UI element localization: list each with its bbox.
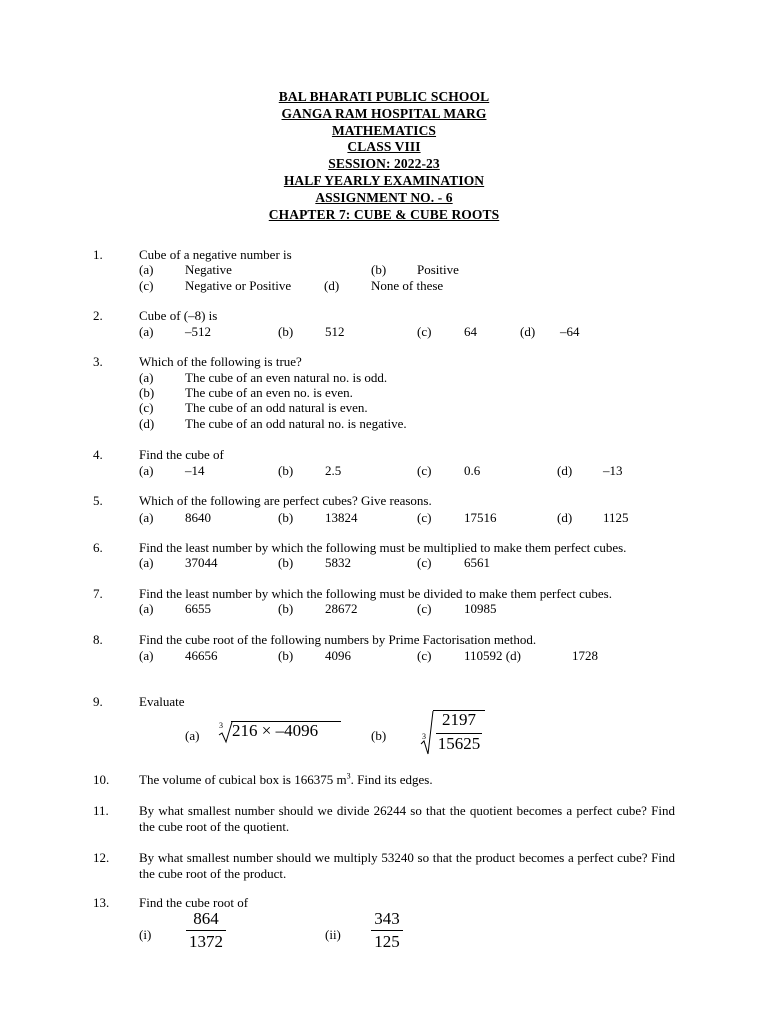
option-label: (a) — [139, 510, 154, 525]
question-text: By what smallest number should we divide 26244 so that the quotient becomes a perfect cube? Find the cube root of the quotient. — [139, 803, 675, 834]
option-label: (a) — [139, 648, 154, 663]
session-title: SESSION: 2022-23 — [328, 156, 440, 172]
option-text: –14 — [185, 463, 205, 478]
question-text: Evaluate — [139, 694, 185, 709]
option-label: (c) — [139, 278, 154, 293]
option-label: (b) — [371, 728, 387, 743]
denominator: 15625 — [437, 734, 481, 753]
option-text: –512 — [185, 324, 211, 339]
option-label: (d) — [139, 416, 155, 431]
option-text: 28672 — [325, 601, 358, 616]
option-label: (b) — [278, 463, 294, 478]
option-text: Negative — [185, 262, 232, 277]
numerator: 2197 — [442, 710, 476, 729]
option-text: 17516 — [464, 510, 497, 525]
question-text: Which of the following is true? — [139, 354, 302, 369]
fraction-i — [186, 909, 226, 952]
question-text: Find the cube root of the following numbers by Prime Factorisation method. — [139, 632, 537, 647]
option-label: (d) — [557, 463, 573, 478]
class-title: CLASS VIII — [347, 139, 421, 155]
question-text: Find the least number by which the following must be divided to make them perfect cubes. — [139, 586, 612, 601]
question-text: Find the cube of — [139, 447, 224, 462]
question-number: 9. — [93, 694, 103, 709]
option-text: 46656 — [185, 648, 218, 663]
option-text: 10985 — [464, 601, 497, 616]
option-text: 1125 — [603, 510, 629, 525]
option-text: Positive — [417, 262, 459, 277]
assignment-title: ASSIGNMENT NO. - 6 — [315, 189, 453, 205]
question-text-tail: . Find its edges. — [350, 772, 433, 787]
school-address: GANGA RAM HOSPITAL MARG — [281, 105, 487, 121]
option-text: 5832 — [325, 555, 351, 570]
option-label: (b) — [371, 262, 387, 277]
chapter-title: CHAPTER 7: CUBE & CUBE ROOTS — [268, 206, 500, 222]
fraction-bar — [186, 930, 226, 931]
option-text: The cube of an odd natural is even. — [185, 400, 368, 415]
option-text: –64 — [560, 324, 580, 339]
exam-header — [0, 89, 768, 223]
option-label: (c) — [417, 510, 432, 525]
option-label: (a) — [139, 555, 154, 570]
option-text: 0.6 — [464, 463, 481, 478]
root-index: 3 — [422, 732, 426, 741]
superscript: 3 — [346, 771, 351, 781]
option-text: 1728 — [572, 648, 598, 663]
question-text: Find the least number by which the following must be multiplied to make them perfect cubes. — [139, 540, 627, 555]
numerator: 343 — [374, 909, 400, 928]
root-index: 3 — [219, 721, 223, 730]
option-text: 2.5 — [325, 463, 342, 478]
option-text: None of these — [371, 278, 444, 293]
option-label: (c) — [417, 324, 432, 339]
option-label: (a) — [139, 601, 154, 616]
option-text: 64 — [464, 324, 477, 339]
option-text: The cube of an odd natural no. is negative. — [185, 416, 407, 431]
fraction-ii — [371, 909, 403, 952]
question-text — [139, 772, 433, 788]
option-label: (b) — [278, 510, 294, 525]
option-label: (c) — [417, 601, 432, 616]
option-label: (a) — [139, 324, 154, 339]
question-number: 1. — [93, 247, 103, 262]
exam-title: HALF YEARLY EXAMINATION — [283, 172, 485, 188]
question-number: 2. — [93, 308, 103, 323]
radical-sign-icon — [420, 710, 434, 756]
option-text: 512 — [325, 324, 345, 339]
question-number: 8. — [93, 632, 103, 647]
option-label: (c) — [417, 463, 432, 478]
option-text: 6655 — [185, 601, 211, 616]
option-label: (c) — [417, 555, 432, 570]
question-number: 5. — [93, 493, 103, 508]
option-text: –13 — [603, 463, 623, 478]
numerator: 864 — [193, 909, 219, 928]
option-label: (a) — [139, 262, 154, 277]
option-text: The cube of an even no. is even. — [185, 385, 353, 400]
question-text: Cube of (–8) is — [139, 308, 218, 323]
question-text: By what smallest number should we multiply 53240 so that the product becomes a perfect cube? Find the cube root of the product. — [139, 850, 675, 881]
denominator: 125 — [374, 932, 400, 951]
question-text: Which of the following are perfect cubes? Give reasons. — [139, 493, 432, 508]
radical-sign-icon — [217, 721, 233, 745]
option-label: (d) — [324, 278, 340, 293]
question-number: 7. — [93, 586, 103, 601]
question-number: 6. — [93, 540, 103, 555]
option-text: The cube of an even natural no. is odd. — [185, 370, 388, 385]
radicand: 216 × –4096 — [232, 721, 319, 740]
option-label: (a) — [185, 728, 200, 743]
school-name: BAL BHARATI PUBLIC SCHOOL — [278, 89, 490, 104]
option-text: 13824 — [325, 510, 358, 525]
option-label: (d) — [520, 324, 536, 339]
option-label: (b) — [278, 324, 294, 339]
question-number: 13. — [93, 895, 110, 910]
question-number: 3. — [93, 354, 103, 369]
question-number: 12. — [93, 850, 110, 865]
option-label: (c) — [139, 400, 154, 415]
option-text: 110592 (d) — [464, 648, 521, 663]
option-label: (d) — [557, 510, 573, 525]
option-text: 8640 — [185, 510, 211, 525]
question-text: Find the cube root of — [139, 895, 249, 910]
option-text: 6561 — [464, 555, 490, 570]
question-number: 10. — [93, 772, 110, 787]
question-number: 4. — [93, 447, 103, 462]
option-label: (i) — [139, 927, 152, 942]
fraction-bar — [371, 930, 403, 931]
option-text: 4096 — [325, 648, 351, 663]
option-label: (b) — [278, 555, 294, 570]
option-text: Negative or Positive — [185, 278, 292, 293]
option-label: (b) — [278, 648, 294, 663]
option-label: (b) — [278, 601, 294, 616]
option-label: (a) — [139, 463, 154, 478]
question-text-main: The volume of cubical box is 166375 m — [139, 772, 347, 787]
subject-title: MATHEMATICS — [331, 122, 437, 138]
question-number: 11. — [93, 803, 109, 818]
option-label: (c) — [417, 648, 432, 663]
denominator: 1372 — [189, 932, 223, 951]
option-label: (b) — [139, 385, 155, 400]
option-label: (ii) — [325, 927, 341, 942]
option-label: (a) — [139, 370, 154, 385]
question-text: Cube of a negative number is — [139, 247, 292, 262]
option-text: 37044 — [185, 555, 218, 570]
